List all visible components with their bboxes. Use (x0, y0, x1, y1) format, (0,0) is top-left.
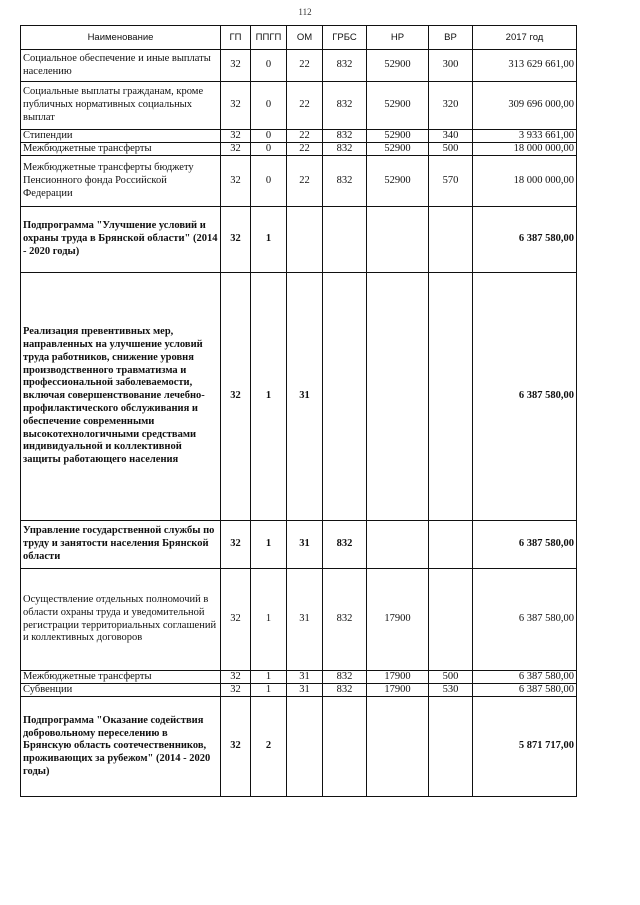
row-ppgp: 1 (251, 207, 287, 273)
row-amount: 3 933 661,00 (473, 130, 577, 143)
row-gp: 32 (221, 521, 251, 569)
col-header-grbs: ГРБС (323, 26, 367, 50)
row-name: Социальное обеспечение и иные выплаты населению (21, 50, 221, 82)
row-grbs: 832 (323, 156, 367, 207)
row-np: 52900 (367, 143, 429, 156)
row-grbs: 832 (323, 569, 367, 671)
row-gp: 32 (221, 82, 251, 130)
row-amount: 18 000 000,00 (473, 156, 577, 207)
row-grbs: 832 (323, 130, 367, 143)
row-amount: 309 696 000,00 (473, 82, 577, 130)
row-amount: 6 387 580,00 (473, 569, 577, 671)
row-gp: 32 (221, 697, 251, 797)
row-ppgp: 0 (251, 130, 287, 143)
col-header-gp: ГП (221, 26, 251, 50)
row-np: 17900 (367, 569, 429, 671)
row-om: 31 (287, 684, 323, 697)
row-name: Межбюджетные трансферты (21, 671, 221, 684)
row-gp: 32 (221, 671, 251, 684)
row-amount: 18 000 000,00 (473, 143, 577, 156)
row-name: Социальные выплаты гражданам, кроме публичных нормативных социальных выплат (21, 82, 221, 130)
row-gp: 32 (221, 156, 251, 207)
budget-table (20, 25, 577, 797)
row-ppgp: 0 (251, 156, 287, 207)
row-vr (429, 273, 473, 521)
row-name: Осуществление отдельных полномочий в области охраны труда и уведомительной регистрации территориальных соглашений и коллективных договоров (21, 569, 221, 671)
table-row (21, 207, 577, 273)
page-number: 112 (298, 7, 312, 17)
row-ppgp: 1 (251, 273, 287, 521)
col-header-np: НР (367, 26, 429, 50)
row-name: Межбюджетные трансферты (21, 143, 221, 156)
row-om: 22 (287, 156, 323, 207)
row-amount: 5 871 717,00 (473, 697, 577, 797)
row-ppgp: 1 (251, 569, 287, 671)
row-grbs (323, 207, 367, 273)
table-row (21, 273, 577, 521)
row-np: 52900 (367, 130, 429, 143)
row-vr: 340 (429, 130, 473, 143)
row-gp: 32 (221, 50, 251, 82)
row-om: 31 (287, 671, 323, 684)
row-vr: 570 (429, 156, 473, 207)
row-name: Межбюджетные трансферты бюджету Пенсионного фонда Российской Федерации (21, 156, 221, 207)
row-om: 31 (287, 273, 323, 521)
row-om: 22 (287, 82, 323, 130)
row-vr: 500 (429, 671, 473, 684)
row-np (367, 697, 429, 797)
row-om: 31 (287, 569, 323, 671)
row-grbs: 832 (323, 82, 367, 130)
col-header-vr: ВР (429, 26, 473, 50)
row-name: Стипендии (21, 130, 221, 143)
row-amount: 6 387 580,00 (473, 671, 577, 684)
row-np (367, 521, 429, 569)
row-ppgp: 1 (251, 684, 287, 697)
row-gp: 32 (221, 684, 251, 697)
row-name: Подпрограмма "Оказание содействия добровольному переселению в Брянскую область соотечественников, проживающих за рубежом" (2014 - 2020 годы) (21, 697, 221, 797)
table-row (21, 82, 577, 130)
row-vr: 500 (429, 143, 473, 156)
row-np (367, 273, 429, 521)
row-om: 22 (287, 50, 323, 82)
table-row (21, 521, 577, 569)
row-grbs: 832 (323, 143, 367, 156)
row-grbs: 832 (323, 671, 367, 684)
row-name: Субвенции (21, 684, 221, 697)
col-header-name: Наименование (21, 26, 221, 50)
row-ppgp: 0 (251, 82, 287, 130)
row-gp: 32 (221, 207, 251, 273)
col-header-amount: 2017 год (473, 26, 577, 50)
row-ppgp: 2 (251, 697, 287, 797)
table-header-row (21, 26, 577, 50)
row-gp: 32 (221, 130, 251, 143)
row-np: 52900 (367, 156, 429, 207)
table-row (21, 569, 577, 671)
col-header-ppgp: ППГП (251, 26, 287, 50)
row-name: Управление государственной службы по труду и занятости населения Брянской области (21, 521, 221, 569)
row-gp: 32 (221, 569, 251, 671)
row-np: 52900 (367, 82, 429, 130)
row-om (287, 207, 323, 273)
table-row (21, 156, 577, 207)
row-vr (429, 697, 473, 797)
row-np: 17900 (367, 671, 429, 684)
row-np: 52900 (367, 50, 429, 82)
table-row (21, 50, 577, 82)
table-row (21, 684, 577, 697)
row-vr (429, 207, 473, 273)
table-row (21, 671, 577, 684)
row-ppgp: 1 (251, 521, 287, 569)
row-amount: 6 387 580,00 (473, 207, 577, 273)
row-om: 31 (287, 521, 323, 569)
table-row (21, 130, 577, 143)
row-np (367, 207, 429, 273)
row-grbs (323, 273, 367, 521)
row-amount: 6 387 580,00 (473, 273, 577, 521)
row-vr: 300 (429, 50, 473, 82)
row-grbs (323, 697, 367, 797)
row-grbs: 832 (323, 50, 367, 82)
row-om: 22 (287, 143, 323, 156)
row-grbs: 832 (323, 521, 367, 569)
row-amount: 313 629 661,00 (473, 50, 577, 82)
row-gp: 32 (221, 143, 251, 156)
table-row (21, 697, 577, 797)
col-header-om: ОМ (287, 26, 323, 50)
row-vr: 530 (429, 684, 473, 697)
row-name: Реализация превентивных мер, направленных на улучшение условий труда работников, снижение уровня производственного травматизма и профессиональной заболеваемости, включая совершенствование лечебно-профилактического обслуживания и обеспечение современными высокотехнологичными средствами индивидуальной и коллективной защиты работающего населения (21, 273, 221, 521)
row-ppgp: 1 (251, 671, 287, 684)
row-om: 22 (287, 130, 323, 143)
row-name: Подпрограмма "Улучшение условий и охраны труда в Брянской области" (2014 - 2020 годы) (21, 207, 221, 273)
row-grbs: 832 (323, 684, 367, 697)
row-amount: 6 387 580,00 (473, 684, 577, 697)
row-np: 17900 (367, 684, 429, 697)
row-amount: 6 387 580,00 (473, 521, 577, 569)
row-om (287, 697, 323, 797)
row-ppgp: 0 (251, 50, 287, 82)
row-gp: 32 (221, 273, 251, 521)
row-vr (429, 521, 473, 569)
row-vr: 320 (429, 82, 473, 130)
row-vr (429, 569, 473, 671)
table-row (21, 143, 577, 156)
row-ppgp: 0 (251, 143, 287, 156)
